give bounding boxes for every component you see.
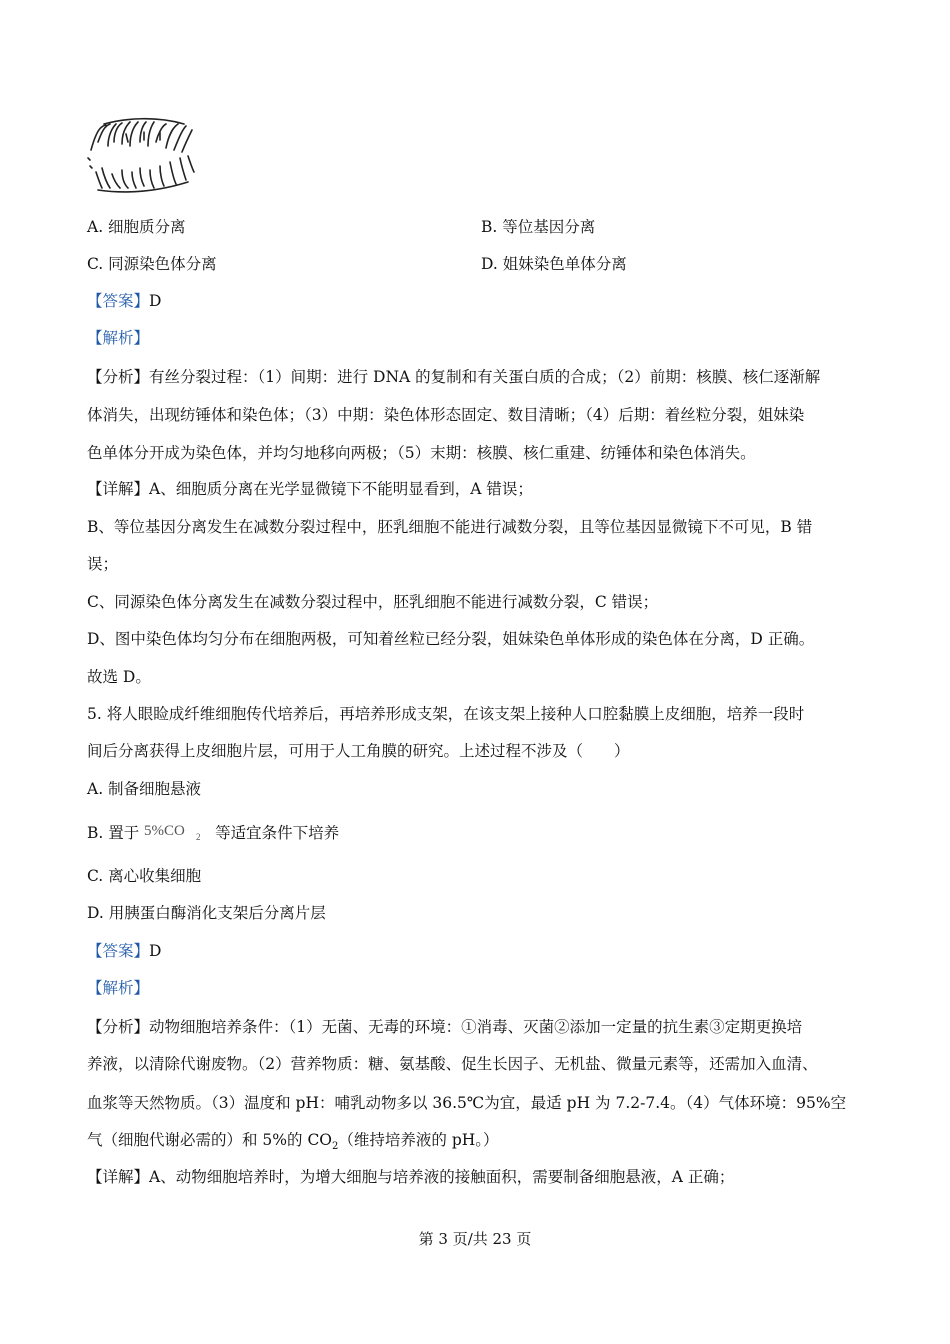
page-footer: 第 3 页/共 23 页 [418,1230,532,1248]
xiangjie-tag: 【详解】 [87,480,150,498]
q5-option-d: D. 用胰蛋白酶消化支架后分离片层 [87,904,326,922]
q4-fenxi-line-2: 体消失，出现纺锤体和染色体；（3）中期：染色体形态固定、数目清晰；（4）后期：着丝粒分裂，姐妹染 [87,406,805,424]
q4-xiangjie-line-5: D、图中染色体均匀分布在细胞两极，可知着丝粒已经分裂，姐妹染色单体形成的染色体在分离，D 正确。 [87,630,815,648]
q5-xiangjie-line-1: 【详解】A、动物细胞培养时，为增大细胞与培养液的接触面积，需要制备细胞悬液，A 正确； [87,1168,735,1186]
answer-value: D [149,292,162,310]
q4-xiangjie-line-3: 误； [87,555,119,573]
q4-xiangjie-line-2: B、等位基因分离发生在减数分裂过程中，胚乳细胞不能进行减数分裂，且等位基因显微镜下不可见，B 错 [87,518,813,536]
q5-fenxi-line-2: 养液，以清除代谢废物。（2）营养物质：糖、氨基酸、促生长因子、无机盐、微量元素等，还需加入血清、 [87,1055,818,1073]
q5-stem-line-1: 5. 将人眼睑成纤维细胞传代培养后，再培养形成支架，在该支架上接种人口腔黏膜上皮细胞，培养一段时 [87,705,805,723]
q5-jiexi [87,978,149,998]
answer-tag: 【答案】 [87,292,150,310]
co2-formula-sub: 2 [196,832,201,842]
q4-xiangjie-line-6: 故选 D。 [87,668,151,686]
jiexi-tag: 【解析】 [87,979,150,997]
q5-fenxi-line-1: 【分析】动物细胞培养条件：（1）无菌、无毒的环境：①消毒、灭菌②添加一定量的抗生素③定期更换培 [87,1018,803,1036]
q4-option-d: D. 姐妹染色单体分离 [481,255,627,273]
q4-answer [87,291,161,311]
q5-option-c: C. 离心收集细胞 [87,867,202,885]
q4-option-c: C. 同源染色体分离 [87,255,217,273]
q4-jiexi [87,328,149,348]
q5-fenxi-line-3: 血浆等天然物质。（3）温度和 pH：哺乳动物多以 36.5℃为宜，最适 pH 为 7.2-7.4。（4）气体环境：95%空 [87,1094,847,1112]
chromosome-sketch-icon [86,112,198,194]
q4-option-a: A. 细胞质分离 [87,218,186,236]
q4-option-b: B. 等位基因分离 [481,218,596,236]
q5-option-b: B. 置于 5%CO 2 等适宜条件下培养 [87,820,339,843]
q5-answer [87,941,161,961]
chromosome-separation-figure [86,112,198,194]
q5-stem-line-2: 间后分离获得上皮细胞片层，可用于人工角膜的研究。上述过程不涉及（ ） [87,742,630,760]
q4-fenxi-line-1: 【分析】有丝分裂过程：（1）间期：进行 DNA 的复制和有关蛋白质的合成；（2）前期：核膜、核仁逐渐解 [87,368,821,386]
q5-option-a: A. 制备细胞悬液 [87,780,202,798]
answer-value: D [149,942,162,960]
answer-tag: 【答案】 [87,942,150,960]
jiexi-tag: 【解析】 [87,329,150,347]
xiangjie-tag: 【详解】 [87,1168,150,1186]
co2-formula-image [144,820,204,842]
co2-formula-text: 5%CO [144,823,186,839]
q4-fenxi-line-3: 色单体分开成为染色体，并均匀地移向两极；（5）末期：核膜、核仁重建、纺锤体和染色体消失。 [87,444,756,462]
fenxi-tag: 【分析】 [87,368,150,386]
q5-fenxi-line-4: 气（细胞代谢必需的）和 5%的 $CO_2$（维持培养液的 pH。） [87,1131,499,1153]
fenxi-tag: 【分析】 [87,1018,150,1036]
q4-xiangjie-line-1: 【详解】A、细胞质分离在光学显微镜下不能明显看到，A 错误； [87,480,533,498]
q4-xiangjie-line-4: C、同源染色体分离发生在减数分裂过程中，胚乳细胞不能进行减数分裂，C 错误； [87,593,659,611]
